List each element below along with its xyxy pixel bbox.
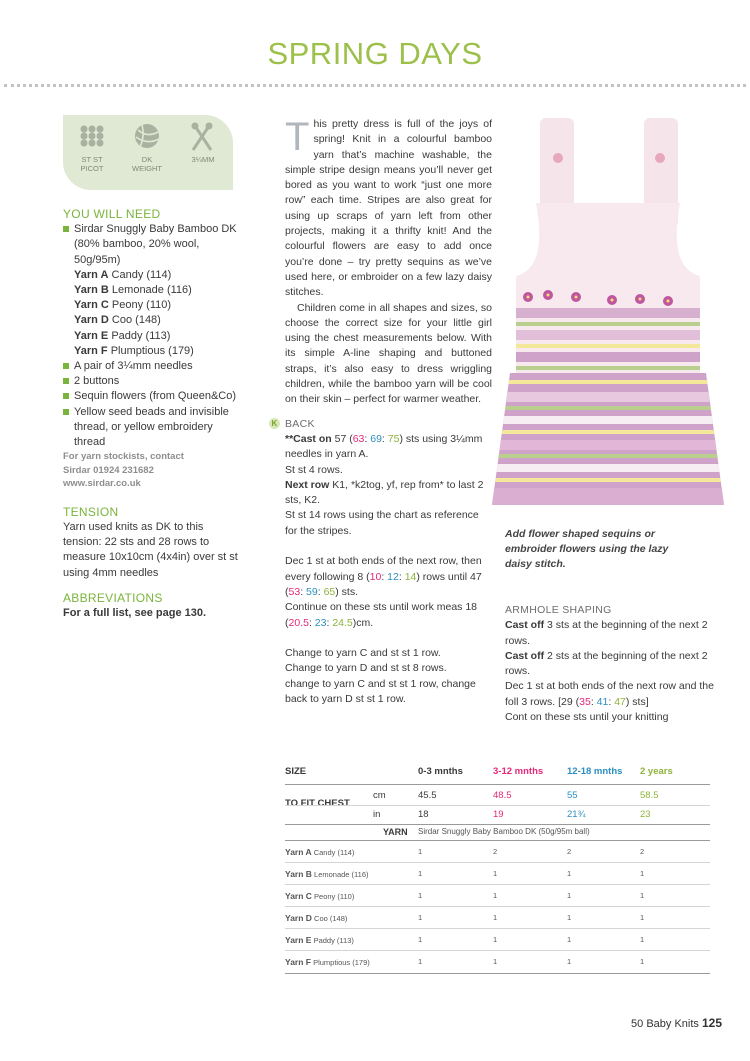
yarn-line: Yarn A Candy (114) bbox=[74, 268, 172, 281]
change-yarn-c: Change to yarn C and st st 1 row. bbox=[285, 647, 441, 660]
size-col-2: 3-12 mnths bbox=[493, 766, 544, 777]
rule bbox=[285, 840, 710, 841]
abbreviations-text: For a full list, see page 130. bbox=[63, 606, 207, 619]
decrease-text: Dec 1 st at both ends of the next row, then every following 8 (10: 12: 14) rows until 47 (53: 59: 65) sts. bbox=[285, 555, 482, 598]
continue-text: Continue on these sts until work meas 18 (20.5: 23: 24.5)cm. bbox=[285, 601, 478, 629]
left-column bbox=[63, 207, 243, 621]
rule bbox=[285, 928, 710, 929]
cast-off-2: Cast off 2 sts at the beginning of the next 2 rows. bbox=[505, 649, 708, 678]
list-item: 2 buttons bbox=[63, 374, 243, 389]
stockists-url[interactable]: www.sirdar.co.uk bbox=[63, 478, 141, 490]
yarn-ball-icon bbox=[132, 121, 162, 151]
page-title: SPRING DAYS bbox=[267, 36, 483, 71]
size-col-1: 0-3 mnths bbox=[418, 766, 463, 777]
yarn-line: Yarn E Paddy (113) bbox=[74, 329, 171, 342]
rule bbox=[285, 950, 710, 951]
next-row-text: Next row K1, *k2tog, yf, rep from* to last 2 sts, K2. bbox=[285, 478, 484, 507]
photo-caption: Add flower shaped sequins or embroider flowers using the lazy daisy stitch. bbox=[505, 528, 669, 570]
rule bbox=[285, 862, 710, 863]
back-heading: K BACK bbox=[285, 417, 492, 432]
rule bbox=[285, 906, 710, 907]
size-label: SIZE bbox=[285, 766, 307, 777]
right-column bbox=[505, 603, 720, 725]
list-item: Yellow seed beads and invisible thread, or yellow embroidery thread bbox=[63, 405, 243, 451]
badge-label-stitch: ST ST PICOT bbox=[80, 155, 104, 173]
stitch-swatch-icon bbox=[79, 121, 105, 151]
armhole-heading: ARMHOLE SHAPING bbox=[505, 604, 612, 616]
size-col-4: 2 years bbox=[640, 766, 673, 777]
materials-list bbox=[63, 222, 243, 450]
rule bbox=[285, 973, 710, 974]
badge-label-weight: DK WEIGHT bbox=[132, 155, 162, 173]
dress-photo bbox=[478, 108, 738, 520]
you-will-need-heading: YOU WILL NEED bbox=[63, 207, 161, 221]
chart-text: St st 14 rows using the chart as reference for the stripes. bbox=[285, 509, 479, 537]
cast-on-text: **Cast on 57 (63: 69: 75) sts using 3¼mm needles in yarn A. bbox=[285, 432, 483, 461]
cast-off-1: Cast off 3 sts at the beginning of the next 2 rows. bbox=[505, 619, 708, 647]
tension-text: Yarn used knits as DK to this tension: 22 sts and 28 rows to measure 10x10cm (4x4in) over st st using 4mm needles bbox=[63, 520, 238, 579]
rule bbox=[285, 805, 710, 806]
yarn-line: Yarn F Plumptious (179) bbox=[74, 344, 194, 357]
rule bbox=[285, 884, 710, 885]
change-yarn-d: Change to yarn D and st st 8 rows. bbox=[285, 662, 447, 675]
list-item: Sequin flowers (from Queen&Co) bbox=[63, 389, 243, 404]
size-col-3: 12-18 mnths bbox=[567, 766, 623, 777]
stockists-contact: For yarn stockists, contact bbox=[63, 451, 184, 463]
dotted-divider bbox=[4, 84, 746, 87]
intro-paragraph-1: This pretty dress is full of the joys of spring! Knit in a colourful bamboo yarn that’s machine washable, the simple stripe design means you’ll never get bored as you want to work “just one more row” each time. Stripes are also great for using up scraps of yarn left from other projects, making it a thrifty knit! And the colourful flowers are easy to add once you’re done – try pretty sequins as we’ve used here, or embroider on a few lazy daisy stitches. bbox=[285, 115, 492, 299]
list-item: Sirdar Snuggly Baby Bamboo DK (80% bamboo, 20% wool, 50g/95m) bbox=[63, 222, 243, 268]
drop-cap: T bbox=[285, 115, 310, 159]
page-folio: 50 Baby Knits 125 bbox=[631, 1016, 722, 1030]
info-badge bbox=[63, 115, 233, 190]
rule bbox=[285, 784, 710, 785]
st-st-text: St st 4 rows. bbox=[285, 463, 343, 476]
yarn-line: Yarn B Lemonade (116) bbox=[74, 284, 192, 297]
list-item: A pair of 3¼mm needles bbox=[63, 359, 243, 374]
middle-column bbox=[271, 115, 492, 707]
rule bbox=[285, 824, 710, 825]
tension-heading: TENSION bbox=[63, 504, 119, 519]
stockists-phone: Sirdar 01924 231682 bbox=[63, 464, 154, 476]
yarn-line: Yarn C Peony (110) bbox=[74, 299, 172, 312]
change-yarn-c-d: change to yarn C and st st 1 row, change back to yarn D st st 1 row. bbox=[285, 677, 476, 705]
badge-label-needles: 3¼MM bbox=[191, 155, 215, 164]
abbreviations-heading: ABBREVIATIONS bbox=[63, 590, 163, 605]
k-marker-icon: K bbox=[269, 418, 280, 429]
intro-paragraph-2: Children come in all shapes and sizes, so choose the correct size for your little girl using the chest measurements below. With its simple A-line shaping and buttoned straps, it’s also easy to dress wriggling children, while the bamboo yarn will be cool on their skin – perfect for warmer weather. bbox=[285, 301, 492, 406]
back-section bbox=[271, 417, 492, 708]
needles-icon bbox=[187, 121, 217, 153]
yarn-line: Yarn D Coo (148) bbox=[74, 314, 161, 327]
armhole-decrease: Dec 1 st at both ends of the next row and the foll 3 rows. [29 (35: 41: 47) sts] bbox=[505, 680, 714, 708]
armhole-continue: Cont on these sts until your knitting bbox=[505, 711, 669, 724]
